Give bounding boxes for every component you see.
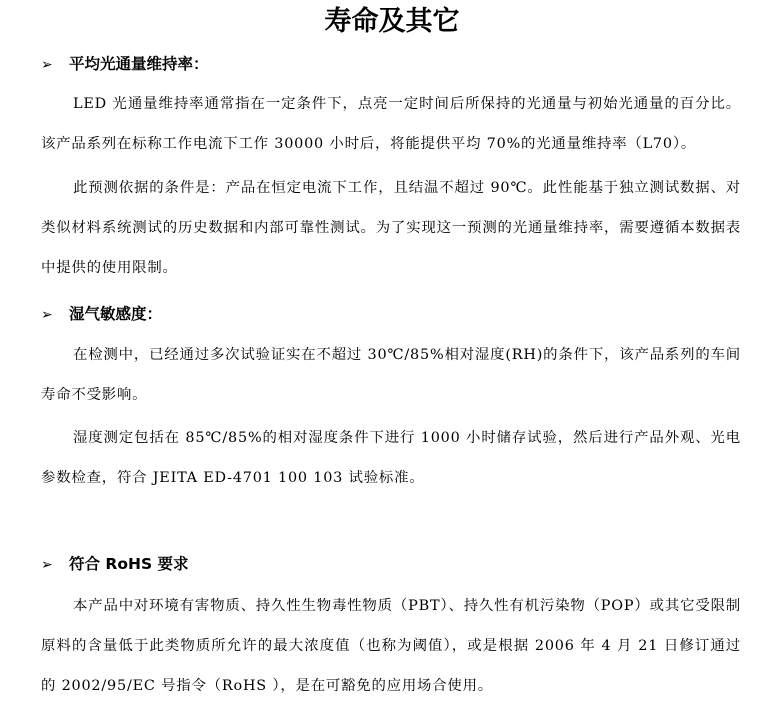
- paragraph-rohs-compliance: 本产品中对环境有害物质、持久性生物毒性物质（PBT）、持久性有机污染物（POP）或其它受限制原料的含量低于此类物质所允许的最大浓度值（也称为阈值），或是根据 2006 年 4 月 21 日修订通过的 2002/95/EC 号指令（RoHS ），是在可豁免的应用场合使用。: [41, 598, 741, 694]
- page-title: 寿命及其它: [324, 6, 460, 37]
- bullet-arrow-icon: ➢: [41, 57, 53, 73]
- section-heading-rohs: [41, 553, 189, 576]
- paragraph-moisture-test: 湿度测定包括在 85℃/85%的相对湿度条件下进行 1000 小时储存试验，然后进行产品外观、光电参数检查，符合 JEITA ED-4701 100 103 试验标准。: [41, 430, 741, 486]
- section-heading-moisture-sensitivity: [41, 303, 162, 326]
- bullet-arrow-icon: ➢: [41, 557, 53, 573]
- bullet-arrow-icon: ➢: [41, 307, 53, 323]
- section-heading-lumen-maintenance: [41, 53, 209, 76]
- section-heading-label: 湿气敏感度：: [69, 305, 163, 323]
- paragraph-moisture-floor-life: 在检测中，已经通过多次试验证实在不超过 30℃/85%相对湿度(RH)的条件下，该产品系列的车间寿命不受影响。: [41, 347, 741, 403]
- paragraph-lumen-prediction: 此预测依据的条件是：产品在恒定电流下工作，且结温不超过 90℃。此性能基于独立测试数据、对类似材料系统测试的历史数据和内部可靠性测试。为了实现这一预测的光通量维持率，需要遵循本数据表中提供的使用限制。: [41, 180, 741, 276]
- paragraph-lumen-definition: LED 光通量维持率通常指在一定条件下，点亮一定时间后所保持的光通量与初始光通量的百分比。该产品系列在标称工作电流下工作 30000 小时后，将能提供平均 70%的光通量维持率（L70）。: [41, 96, 741, 152]
- section-heading-label: 平均光通量维持率：: [69, 55, 209, 73]
- section-heading-label: 符合 RoHS 要求: [69, 555, 189, 573]
